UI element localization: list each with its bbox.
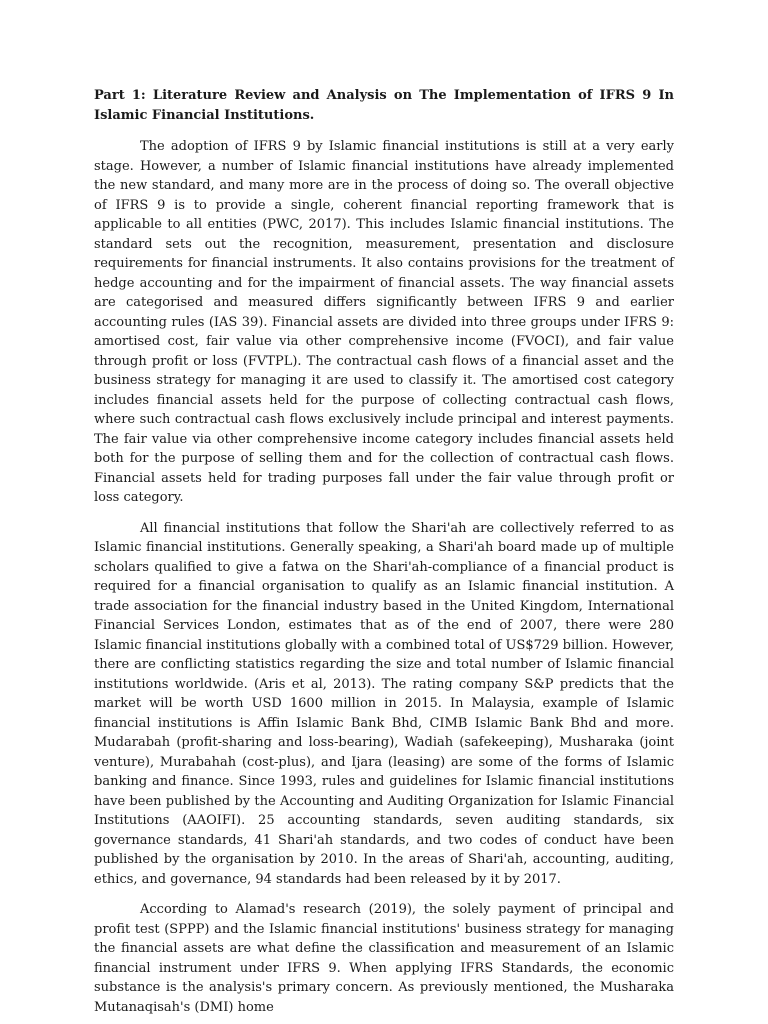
- paragraph-ifrs9-overview: The adoption of IFRS 9 by Islamic financial institutions is still at a very early stage. However, a number of Islamic financial institutions have already implemented the new standard, and many more are in the process of doing so. The overall objective of IFRS 9 is to provide a single, coherent financial reporting framework that is applicable to all entities (PWC, 2017). This includes Islamic financial institutions. The standard sets out the recognition, measurement, presentation and disclosure requirements for financial instruments. It also contains provisions for the treatment of hedge accounting and for the impairment of financial assets. The way financial assets are categorised and measured differs significantly between IFRS 9 and earlier accounting rules (IAS 39). Financial assets are divided into three groups under IFRS 9: amortised cost, fair value via other comprehensive income (FVOCI), and fair value through profit or loss (FVTPL). The contractual cash flows of a financial asset and the business strategy for managing it are used to classify it. The amortised cost category includes financial assets held for the purpose of collecting contractual cash flows, where such contractual cash flows exclusively include principal and interest payments. The fair value via other comprehensive income category includes financial assets held both for the purpose of selling them and for the collection of contractual cash flows. Financial assets held for trading purposes fall under the fair value through profit or loss category.: [94, 139, 674, 505]
- paragraph-alamad-research: According to Alamad's research (2019), the solely payment of principal and profit test (SPPP) and the Islamic financial institutions' business strategy for managing the financial assets are what define the classification and measurement of an Islamic financial instrument under IFRS 9. When applying IFRS Standards, the economic substance is the analysis's primary concern. As previously mentioned, the Musharaka Mutanaqisah's (DMI) home: [94, 902, 674, 1015]
- section-heading: Part 1: Literature Review and Analysis on The Implementation of IFRS 9 In Islamic Financial Institutions.: [94, 88, 674, 123]
- paragraph-islamic-institutions: All financial institutions that follow the Shari'ah are collectively referred to as Islamic financial institutions. Generally speaking, a Shari'ah board made up of multiple scholars qualified to give a fatwa on the Shari'ah-compliance of a financial product is required for a financial organisation to qualify as an Islamic financial institution. A trade association for the financial industry based in the United Kingdom, International Financial Services London, estimates that as of the end of 2007, there were 280 Islamic financial institutions globally with a combined total of US$729 billion. However, there are conflicting statistics regarding the size and total number of Islamic financial institutions worldwide. (Aris et al, 2013). The rating company S&P predicts that the market will be worth USD 1600 million in 2015. In Malaysia, example of Islamic financial institutions is Affin Islamic Bank Bhd, CIMB Islamic Bank Bhd and more. Mudarabah (profit-sharing and loss-bearing), Wadiah (safekeeping), Musharaka (joint venture), Murabahah (cost-plus), and Ijara (leasing) are some of the forms of Islamic banking and finance. Since 1993, rules and guidelines for Islamic financial institutions have been published by the Accounting and Auditing Organization for Islamic Financial Institutions (AAOIFI). 25 accounting standards, seven auditing standards, six governance standards, 41 Shari'ah standards, and two codes of conduct have been published by the organisation by 2010. In the areas of Shari'ah, accounting, auditing, ethics, and governance, 94 standards had been released by it by 2017.: [94, 520, 674, 887]
